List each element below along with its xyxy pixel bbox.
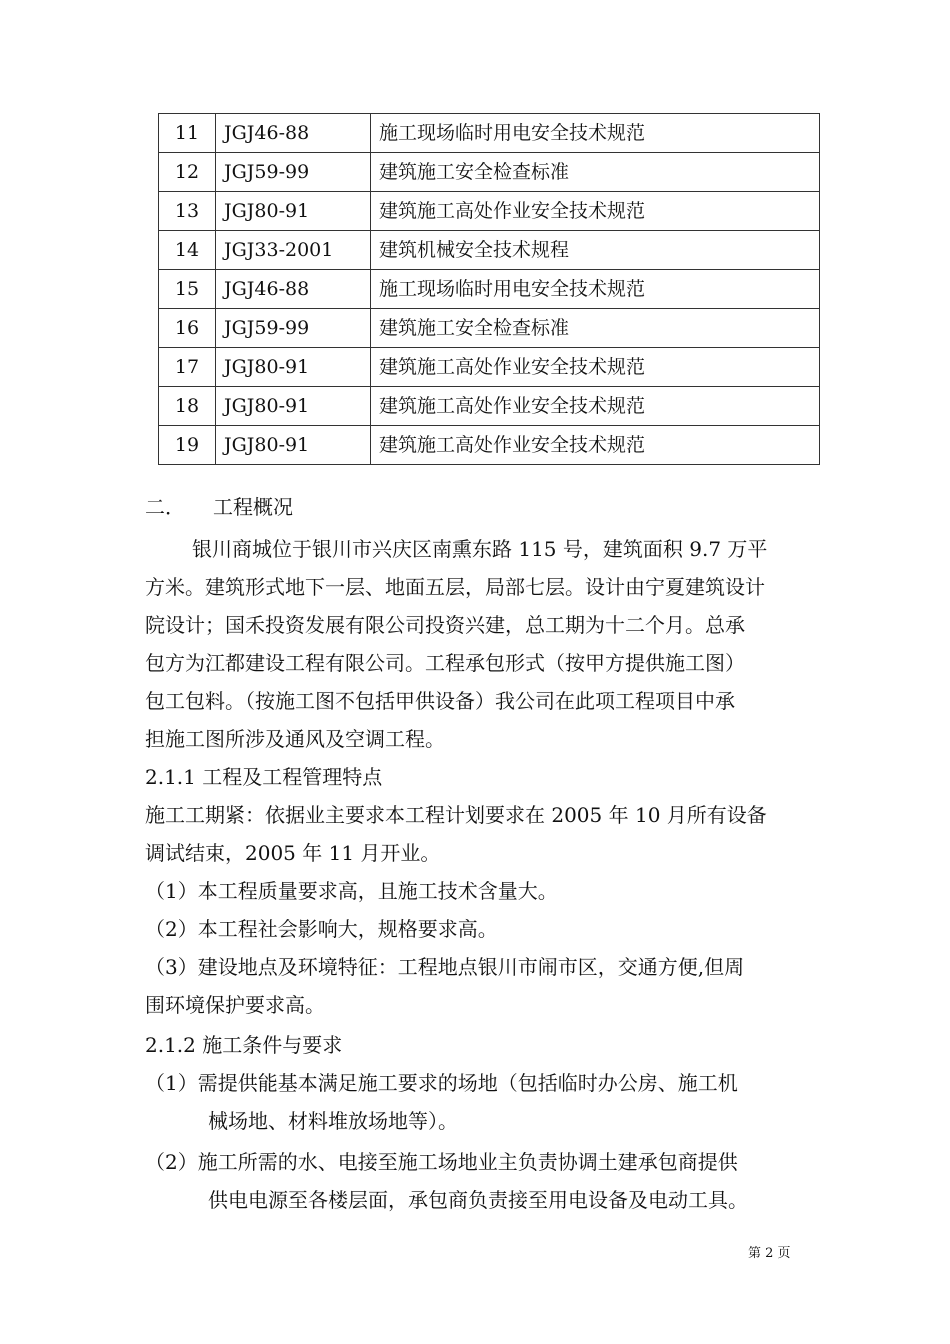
standard-code: JGJ33-2001 [216, 231, 371, 270]
condition-item-2-cont: 供电电源至各楼层面，承包商负责接至用电设备及电动工具。 [208, 1188, 748, 1212]
standard-name: 建筑施工安全检查标准 [371, 309, 820, 348]
table-row [159, 309, 820, 348]
condition-item-2: （2）施工所需的水、电接至施工场地业主负责协调土建承包商提供 [145, 1150, 738, 1174]
standard-name: 建筑施工高处作业安全技术规范 [371, 348, 820, 387]
section-number: 二． [145, 495, 185, 519]
table-row [159, 192, 820, 231]
section-title: 工程概况 [213, 495, 293, 519]
row-number: 11 [159, 114, 216, 153]
schedule-line: 施工工期紧：依据业主要求本工程计划要求在 2005 年 10 月所有设备 [145, 803, 767, 827]
standard-name: 建筑机械安全技术规程 [371, 231, 820, 270]
row-number: 17 [159, 348, 216, 387]
standard-code: JGJ46-88 [216, 270, 371, 309]
subsection-heading-2-1-1: 2.1.1 工程及工程管理特点 [145, 765, 383, 789]
page-number: 第 2 页 [748, 1246, 791, 1261]
standard-name: 建筑施工高处作业安全技术规范 [371, 387, 820, 426]
feature-item-3: （3）建设地点及环境特征：工程地点银川市闹市区，交通方便,但周 [145, 955, 745, 979]
row-number: 16 [159, 309, 216, 348]
overview-line: 方米。建筑形式地下一层、地面五层，局部七层。设计由宁夏建筑设计 [145, 575, 765, 599]
overview-line: 包方为江都建设工程有限公司。工程承包形式（按甲方提供施工图） [145, 651, 745, 675]
feature-item-3-cont: 围环境保护要求高。 [145, 993, 325, 1017]
standard-code: JGJ59-99 [216, 309, 371, 348]
standard-name: 施工现场临时用电安全技术规范 [371, 114, 820, 153]
standard-name: 施工现场临时用电安全技术规范 [371, 270, 820, 309]
standard-code: JGJ80-91 [216, 348, 371, 387]
overview-line: 担施工图所涉及通风及空调工程。 [145, 727, 445, 751]
standard-code: JGJ80-91 [216, 426, 371, 465]
table-row [159, 348, 820, 387]
row-number: 19 [159, 426, 216, 465]
subsection-heading-2-1-2: 2.1.2 施工条件与要求 [145, 1033, 343, 1057]
table-row [159, 231, 820, 270]
standard-code: JGJ80-91 [216, 192, 371, 231]
table-row [159, 387, 820, 426]
condition-item-1-cont: 械场地、材料堆放场地等）。 [208, 1109, 458, 1133]
schedule-line: 调试结束，2005 年 11 月开业。 [145, 841, 441, 865]
standards-table [158, 113, 820, 465]
condition-item-1: （1）需提供能基本满足施工要求的场地（包括临时办公房、施工机 [145, 1071, 738, 1095]
overview-line: 包工包料。（按施工图不包括甲供设备）我公司在此项工程项目中承 [145, 689, 735, 713]
standard-name: 建筑施工安全检查标准 [371, 153, 820, 192]
standard-code: JGJ46-88 [216, 114, 371, 153]
feature-item-1: （1）本工程质量要求高，且施工技术含量大。 [145, 879, 558, 903]
row-number: 14 [159, 231, 216, 270]
standard-name: 建筑施工高处作业安全技术规范 [371, 426, 820, 465]
standard-code: JGJ59-99 [216, 153, 371, 192]
overview-line: 银川商城位于银川市兴庆区南熏东路 115 号，建筑面积 9.7 万平 [192, 537, 768, 561]
table-row [159, 270, 820, 309]
row-number: 18 [159, 387, 216, 426]
standard-name: 建筑施工高处作业安全技术规范 [371, 192, 820, 231]
row-number: 12 [159, 153, 216, 192]
row-number: 15 [159, 270, 216, 309]
table-row [159, 114, 820, 153]
standards-table-body [159, 114, 820, 465]
row-number: 13 [159, 192, 216, 231]
table-row [159, 153, 820, 192]
overview-line: 院设计；国禾投资发展有限公司投资兴建，总工期为十二个月。总承 [145, 613, 745, 637]
feature-item-2: （2）本工程社会影响大，规格要求高。 [145, 917, 498, 941]
standard-code: JGJ80-91 [216, 387, 371, 426]
table-row [159, 426, 820, 465]
